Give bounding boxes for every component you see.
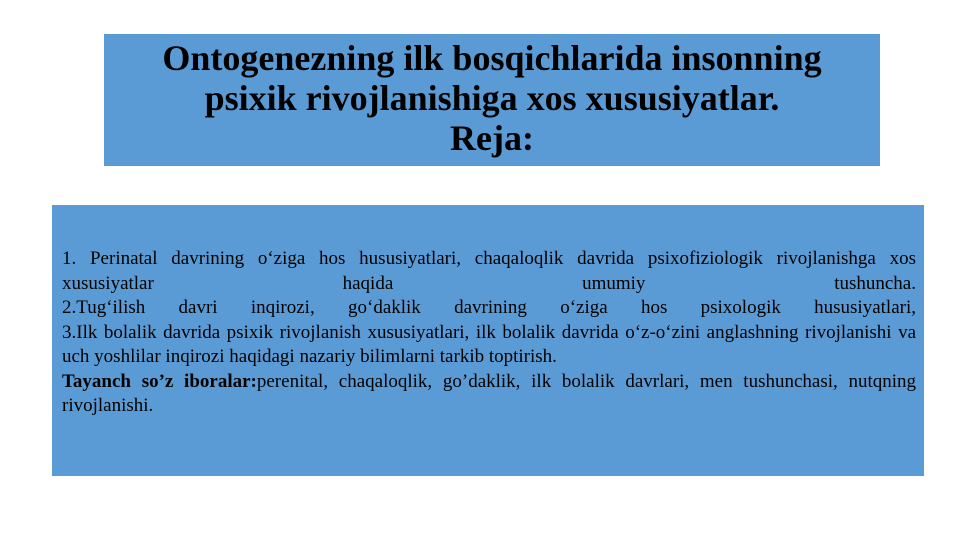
title-box [104,34,880,166]
plan-item-3: 3.Ilk bolalik davrida psixik rivojlanish xususiyatlari, ilk bolalik davrida o‘z-o‘zini anglashning rivojlanishi va uch yoshlilar inqirozi haqidagi nazariy bilimlarni tarkib toptirish. [62,321,916,367]
title-line-2: psixik rivojlanishiga xos xususiyatlar. [204,78,780,118]
keywords-text: perenital, chaqaloqlik, go’daklik, ilk bolalik davrlari, men tushunchasi, nutqning rivojlanishi. [62,370,917,416]
keywords-paragraph [62,370,916,419]
plan-item-1: 1. Perinatal davrining o‘ziga hos hususiyatlari, chaqaloqlik davrida psixofiziologik rivojlanishga xos xususiyatlar haqida umumiy tushuncha. [62,248,916,294]
plan-item-2: 2.Tug‘ilish davri inqirozi, go‘daklik davrining o‘ziga hos psixologik hususiyatlari, [62,297,916,318]
plan-content-box [52,205,924,476]
title-line-3: Reja: [450,118,534,158]
title-line-1: Ontogenezning ilk bosqichlarida insonning [162,38,822,78]
keywords-label: Tayanch so’z iboralar: [62,370,257,392]
